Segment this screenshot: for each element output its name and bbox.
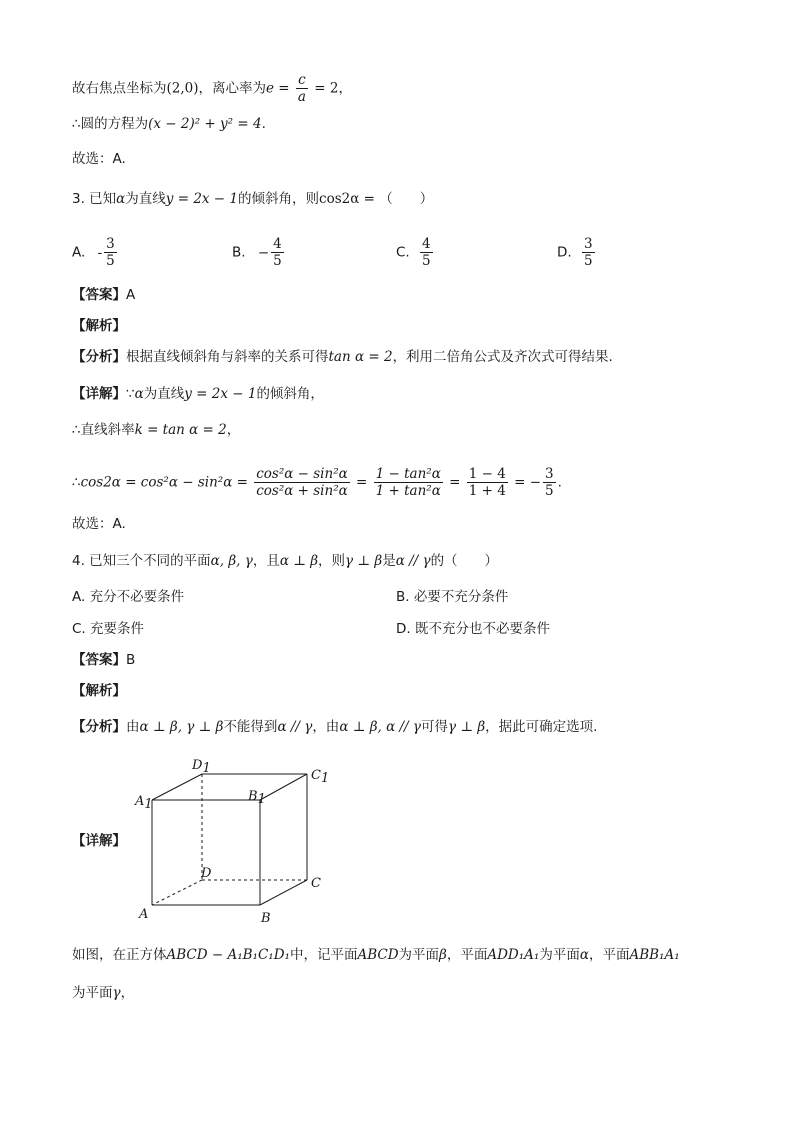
formula: y = 2x − 1: [165, 191, 239, 207]
edge-c1b1: [260, 774, 307, 800]
q3-detail-2: [72, 420, 240, 440]
solution-line-focus: [72, 72, 352, 105]
equals-negative: = −: [509, 474, 542, 491]
fraction: [296, 72, 308, 105]
text: 为平面: [72, 985, 113, 1001]
q4-option-d: [396, 619, 550, 639]
denominator: 5: [106, 253, 115, 269]
formula: ABB₁A₁: [629, 947, 680, 963]
text: ∴: [72, 474, 81, 491]
text: ，利用二倍角公式及齐次式可得结果.: [392, 349, 613, 365]
edge-da-hidden: [152, 880, 202, 905]
answer-tag: 【答案】: [72, 287, 126, 303]
cube-diagram: [130, 752, 340, 932]
answer-tag: 【答案】: [72, 652, 126, 668]
detail-tag: 【详解】: [72, 833, 126, 849]
formula: γ ⊥ β: [345, 553, 383, 569]
solution-line-circle: [72, 114, 266, 134]
denominator: 5: [273, 253, 282, 269]
numerator: c: [296, 72, 308, 89]
formula: k = tan α = 2: [134, 422, 227, 438]
equals: =: [444, 474, 465, 491]
option-label: D.: [396, 621, 411, 637]
text: 由: [126, 719, 140, 735]
q3-answer: [72, 285, 135, 305]
text: 故右焦点坐标为: [72, 80, 167, 97]
text: ∴直线斜率: [72, 422, 135, 438]
q3-option-a: [72, 236, 119, 269]
text: 不能得到: [223, 719, 278, 735]
option-label: B.: [396, 589, 410, 605]
formula: (x − 2)² + y² = 4: [148, 116, 262, 132]
numerator: 3: [583, 236, 593, 252]
formula: α // γ: [395, 553, 431, 569]
text: 4. 已知三个不同的平面: [72, 553, 211, 569]
q3-detail-1: [72, 384, 324, 404]
denominator: 1 + tan²α: [375, 483, 441, 499]
formula: = 2: [309, 80, 339, 97]
q3-option-d: [557, 236, 597, 269]
detail-tag: 【详解】: [72, 386, 126, 402]
q4-detail-2: [72, 983, 134, 1003]
numerator: 1 − tan²α: [375, 466, 441, 482]
equals: =: [351, 474, 372, 491]
sign: -: [97, 244, 103, 261]
formula: ABCD − A₁B₁C₁D₁: [166, 947, 290, 963]
vertex-label-a1: A1: [135, 794, 153, 812]
text: 为平面: [539, 947, 580, 963]
formula: α ⊥ β: [279, 553, 319, 569]
vertex-label-b: B: [261, 911, 271, 926]
formula: α ⊥ β, γ ⊥ β: [139, 719, 224, 735]
option-label: C.: [72, 621, 86, 637]
text: 为直线: [125, 191, 166, 207]
fraction: [420, 236, 433, 269]
formula: tan α = 2: [328, 349, 393, 365]
option-label: A.: [72, 244, 86, 261]
text: ，据此可确定选项.: [485, 719, 598, 735]
denominator: 1 + 4: [468, 483, 506, 499]
text: ，: [120, 985, 135, 1001]
numerator: 3: [106, 236, 115, 252]
option-label: A.: [72, 589, 86, 605]
q3-choose: 故选：A.: [72, 516, 126, 532]
fraction: [582, 236, 595, 269]
focus-point: (2,0): [166, 80, 199, 97]
text: ，离心率为: [198, 80, 267, 97]
denominator: 5: [545, 483, 554, 499]
text: 的倾斜角，则: [238, 191, 320, 207]
q4-detail-1: [72, 945, 680, 965]
fraction: [271, 236, 284, 269]
analysis-tag: 【解析】: [72, 683, 126, 699]
option-label: D.: [557, 244, 572, 261]
numerator: 4: [273, 236, 282, 252]
q3-option-b: [232, 236, 286, 269]
symbol: γ: [112, 985, 121, 1001]
numerator: 1 − 4: [468, 466, 506, 482]
formula: y = 2x − 1: [184, 386, 257, 402]
fenxi-tag: 【分析】: [72, 349, 126, 365]
text: ∴圆的方程为: [72, 116, 149, 132]
text: ，且: [252, 553, 280, 569]
option-text: 必要不充分条件: [413, 589, 509, 605]
text: ，: [226, 422, 241, 438]
numerator: cos²α − sin²α: [256, 466, 348, 482]
denominator: 5: [583, 253, 593, 269]
q3-analysis-heading: [72, 316, 126, 336]
denominator: a: [297, 89, 306, 105]
vertex-label-c: C: [311, 876, 321, 891]
analysis-tag: 【解析】: [72, 318, 126, 334]
text: .: [557, 474, 562, 491]
edge-cb: [260, 880, 307, 905]
sign: −: [257, 244, 270, 261]
text: = （ ）: [359, 191, 434, 207]
vertex-label-d: D: [201, 866, 212, 881]
numerator: 3: [545, 466, 554, 482]
text: ，平面: [446, 947, 488, 963]
numerator: 4: [422, 236, 431, 252]
text: 3. 已知: [72, 191, 117, 207]
formula: α // γ: [277, 719, 313, 735]
text: ，由: [312, 719, 340, 735]
answer-value: B: [126, 652, 136, 668]
text: 的（ ）: [430, 553, 499, 569]
denominator: 5: [422, 253, 431, 269]
edge-a1d1: [152, 774, 202, 800]
denominator: cos²α + sin²α: [256, 483, 348, 499]
q4-option-b: [396, 587, 508, 607]
formula: α ⊥ β, α // γ: [339, 719, 421, 735]
formula: α, β, γ: [210, 553, 253, 569]
symbol: α: [579, 947, 589, 963]
vertex-label-a: A: [139, 907, 149, 922]
text: 根据直线倾斜角与斜率的关系可得: [126, 349, 329, 365]
formula: ABCD: [357, 947, 399, 963]
text: 如图，在正方体: [72, 947, 167, 963]
q3-detail-3: [72, 466, 562, 499]
text: 为平面: [398, 947, 440, 963]
option-label: B.: [232, 244, 246, 261]
option-text: 充分不必要条件: [89, 589, 185, 605]
text: ，则: [318, 553, 346, 569]
text: 中，记平面: [289, 947, 358, 963]
q3-fenxi: [72, 347, 613, 367]
text: 为直线: [143, 386, 185, 402]
text: ∵: [126, 386, 135, 402]
fraction: [254, 466, 350, 499]
text: .: [261, 116, 266, 132]
q3-option-c: [396, 236, 435, 269]
text: 是: [382, 553, 396, 569]
text: 的倾斜角，: [256, 386, 324, 402]
choose-line: 故选：A.: [72, 151, 126, 167]
text: ，: [338, 80, 352, 97]
symbol: α: [134, 386, 144, 402]
q4-analysis-heading: [72, 681, 126, 701]
text: ，平面: [588, 947, 630, 963]
symbol: β: [439, 947, 447, 963]
vertex-label-c1: C1: [311, 768, 330, 786]
q4-option-a: [72, 587, 184, 607]
vertex-label-b1: B1: [248, 789, 266, 807]
fraction: [467, 466, 508, 499]
option-text: 既不充分也不必要条件: [414, 621, 550, 637]
text: 可得: [420, 719, 448, 735]
symbol: α: [116, 191, 126, 207]
q4-answer: [72, 650, 135, 670]
q4-fenxi: [72, 717, 597, 737]
question-3: [72, 189, 433, 209]
formula: cos2α: [319, 191, 360, 207]
option-text: 充要条件: [90, 621, 145, 637]
vertex-label-d1: D1: [192, 758, 211, 776]
fraction: [543, 466, 556, 499]
question-4: [72, 551, 498, 571]
fraction: [374, 466, 443, 499]
formula: γ ⊥ β: [447, 719, 486, 735]
formula: e =: [266, 80, 294, 97]
q4-detail-tag-line: [72, 831, 126, 851]
option-label: C.: [396, 244, 410, 261]
formula: cos2α = cos²α − sin²α =: [80, 474, 253, 491]
answer-value: A: [126, 287, 136, 303]
fenxi-tag: 【分析】: [72, 719, 126, 735]
fraction: [104, 236, 117, 269]
formula: ADD₁A₁: [487, 947, 540, 963]
q4-option-c: [72, 619, 144, 639]
